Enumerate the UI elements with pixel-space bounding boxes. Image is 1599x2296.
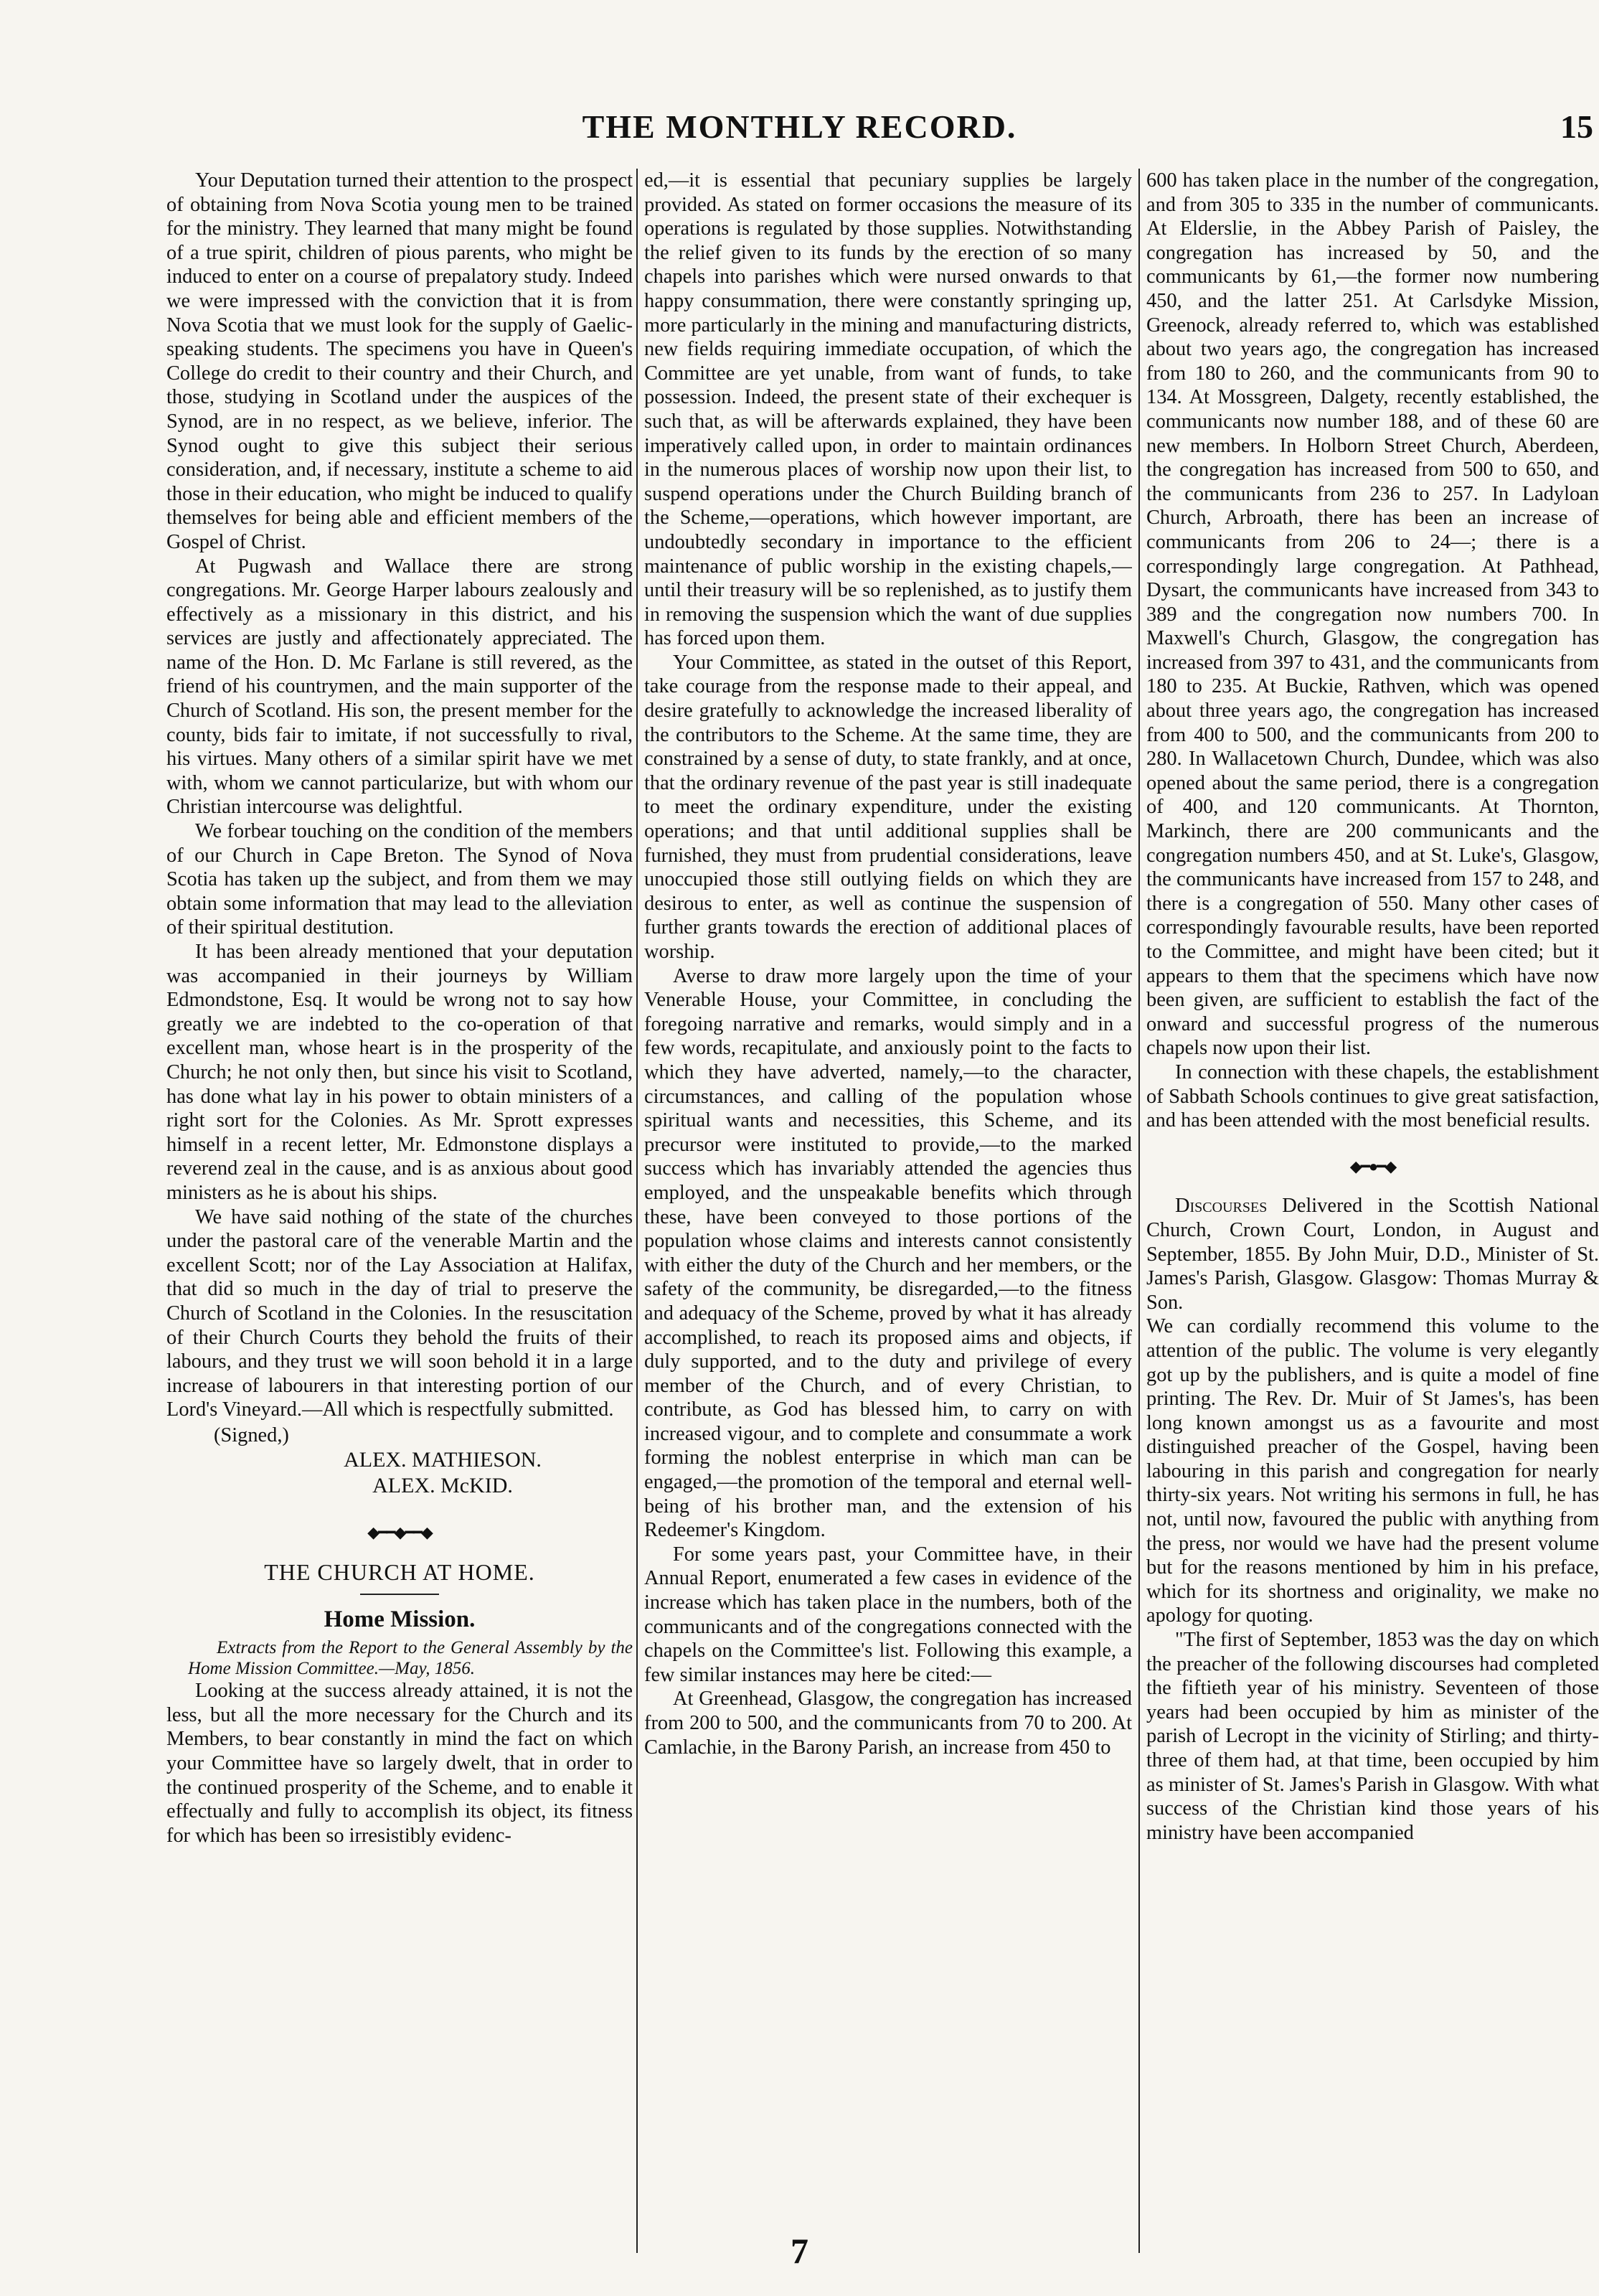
section-divider-ornament: ◆━━◆━━◆: [367, 1523, 432, 1542]
paragraph: Your Committee, as stated in the outset of this Report, take courage from the response made to their appeal, and desire gratefully to acknowledge the increased liberality of the contributors to the Scheme. At the same time, they are constrained by a sense of duty, to state frankly, and at once, that the ordinary revenue of the past year is still inadequate to meet the ordinary expenditure, under the existing operations; and that until additional supplies shall be furnished, they must from prudential considerations, leave unoccupied those still outlying fields on which they are desirous to enter, as well as continue the suspension of further grants towards the erection of additional places of worship.: [644, 651, 1132, 963]
signature-mark: 7: [791, 2231, 808, 2271]
section-divider-ornament: ◆━●━◆: [1349, 1157, 1396, 1175]
paragraph: We have said nothing of the state of the churches under the pastoral care of the venerable Martin and the excellent Scott; nor of the Lay Association at Halifax, that did so much in the day of trial to preserve the Church of Scotland in the Colonies. In the resuscitation of their Church Courts they behold the fruits of their labours, and they trust we will soon behold it in a large increase of labourers in that interesting portion of our Lord's Vineyard.—All which is respectfully submitted.: [166, 1205, 633, 1421]
review-label: Discourses: [1175, 1195, 1268, 1218]
column-right: [1146, 169, 1599, 2249]
paragraph: 600 has taken place in the number of the congregation, and from 305 to 335 in the number of communicants. At Elderslie, in the Abbey Parish of Paisley, the congregation has increased by 50, and the communicants by 61,—the former now numbering 450, and the latter 251. At Carlsdyke Mission, Greenock, already referred to, which was established about two years ago, the congregation has increased from 180 to 260, and the communicants from 90 to 134. At Mossgreen, Dalgety, recently established, the communicants now number 188, and of these 60 are new members. In Holborn Street Church, Aberdeen, the congregation has increased from 500 to 650, and the communicants from 236 to 257. In Ladyloan Church, Arbroath, there has been an increase of communicants from 206 to 24—; there is a correspondingly large congregation. At Pathhead, Dysart, the communicants have increased from 343 to 389 and the congregation now numbers 700. In Maxwell's Church, Glasgow, the congregation has increased from 397 to 431, and the communicants from 180 to 235. At Buckie, Rathven, which was opened about three years ago, the congregation has increased from 400 to 500, and the communicants from 200 to 280. In Wallacetown Church, Dundee, which was also opened about the same period, there is a congregation of 400, and 120 communicants. At Thornton, Markinch, there are 200 communicants and the congregation numbers 450, and at St. Luke's, Glasgow, the communicants have increased from 157 to 248, and there is a congregation of 550. Many other cases of correspondingly favourable results, have been reported to the Committee, and might have been cited; but it appears to them that the specimens which have now been given, are sufficient to establish the fact of the onward and successful progress of the numerous chapels now upon their list.: [1146, 169, 1599, 1060]
signed-label: (Signed,): [214, 1424, 289, 1446]
column-rule: [636, 169, 638, 2253]
paragraph: It has been already mentioned that your deputation was accompanied in their journeys by William Edmondstone, Esq. It would be wrong not to say how greatly we are indebted to the co-operation of that excellent man, whose heart is in the prosperity of the Church; he not only then, but since his visit to Scotland, has done what lay in his power to obtain ministers of a right sort for the Colonies. As Mr. Sprott expresses himself in a recent letter, Mr. Edmonstone displays a reverend zeal in the cause, and is as anxious about good ministers as he is about his ships.: [166, 941, 633, 1204]
page-number: 15: [1560, 108, 1593, 145]
paragraph: In connection with these chapels, the establishment of Sabbath Schools continues to give great satisfaction, and has been attended with the most beneficial results.: [1146, 1060, 1599, 1132]
signatory-name: ALEX. McKID.: [372, 1474, 513, 1498]
review-heading: [1146, 1194, 1599, 1314]
review-title: Delivered in the Scottish National Church, Crown Court, London, in August and September, 1855. By John Muir, D.D., Minister of St. James's Parish, Glasgow. Glasgow: Thomas Murray & Son.: [1146, 1195, 1599, 1314]
paragraph: Your Deputation turned their attention to the prospect of obtaining from Nova Scotia young men to be trained for the ministry. They learned that many might be found of a true spirit, children of pious parents, who might be induced to enter on a course of prepalatory study. Indeed we were impressed with the conviction that it is from Nova Scotia that we must look for the supply of Gaelic-speaking students. The specimens you have in Queen's College do credit to their country and their Church, and those, studying in Scotland under the auspices of the Synod, are in no respect, as we believe, inferior. The Synod ought to give this subject their serious consideration, and, if necessary, institute a scheme to aid those in their education, who might be induced to qualify themselves for being able and efficient members of the Gospel of Christ.: [166, 169, 633, 553]
short-rule: [360, 1594, 439, 1595]
extract-note: Extracts from the Report to the General Assembly by the Home Mission Committee.—May, 1856.: [188, 1638, 633, 1679]
paragraph: "The first of September, 1853 was the day on which the preacher of the following discourses had completed the fiftieth year of his ministry. Seventeen of those years had been occupied by him as minister of the parish of Lecropt in the vicinity of Stirling; and thirty-three of them had, at that time, been occupied by him as minister of St. James's Parish in Glasgow. With what success of the Christian kind those years of his ministry have been accompanied: [1146, 1629, 1599, 1844]
section-title: THE CHURCH AT HOME.: [264, 1559, 535, 1586]
paragraph: At Pugwash and Wallace there are strong congregations. Mr. George Harper labours zealously and effectively as a missionary in this district, and his services are justly and affectionately appreciated. The name of the Hon. D. Mc Farlane is still revered, as the friend of his countrymen, and the main supporter of the Church of Scotland. His son, the present member for the county, bids fair to imitate, if not successfully to rival, his virtues. Many others of a similar spirit have we met with, whom we cannot particularize, but with whom our Christian intercourse was delightful.: [166, 555, 633, 819]
column-middle: [644, 169, 1132, 2249]
paragraph: We can cordially recommend this volume to the attention of the public. The volume is very elegantly got up by the publishers, and is quite a model of fine printing. The Rev. Dr. Muir of St James's, has been long known amongst us as a favourite and most distinguished preacher of the Gospel, having been labouring in this parish and congregation for nearly thirty-six years. Not writing his sermons in full, he has not, until now, favoured the public with anything from the press, nor would we have had the present volume but for the reasons mentioned by him in his preface, which for its shortness and originality, we make no apology for quoting.: [1146, 1315, 1599, 1627]
page-header: [0, 108, 1599, 158]
signatory-name: ALEX. MATHIESON.: [344, 1448, 542, 1472]
paragraph: ed,—it is essential that pecuniary supplies be largely provided. As stated on former occasions the measure of its operations is regulated by those supplies. Notwithstanding the relief given to its funds by the erection of so many chapels into parishes which were nursed onwards to that happy consummation, there were constantly springing up, more particularly in the mining and manufacturing districts, new fields requiring immediate occupation, of which the Committee are yet unable, from want of funds, to take possession. Indeed, the present state of their exchequer is such that, as will be afterwards explained, they have been imperatively called upon, in order to maintain ordinances in the numerous places of worship now upon their list, to suspend operations under the Church Building branch of the Scheme,—operations, which however important, are undoubtedly secondary in importance to the efficient maintenance of public worship in the existing chapels,—until their treasury will be so replenished, as to justify them in removing the suspension which the want of due supplies has forced upon them.: [644, 169, 1132, 650]
running-title: THE MONTHLY RECORD.: [582, 108, 1017, 145]
paragraph: At Greenhead, Glasgow, the congregation has increased from 200 to 500, and the communicants from 70 to 200. At Camlachie, in the Barony Parish, an increase from 450 to: [644, 1688, 1132, 1759]
subsection-title: Home Mission.: [324, 1606, 476, 1632]
paragraph: Averse to draw more largely upon the time of your Venerable House, your Committee, in concluding the foregoing narrative and remarks, would simply and in a few words, recapitulate, and anxiously point to the facts to which they have adverted, namely,—to the character, circumstances, and calling of the population whose spiritual wants and necessities, this Scheme, and its precursor were instituted to provide,—to the marked success which has invariably attended the agencies thus employed, and the unspeakable benefits which through these, have been conveyed to those portions of the population whose claims and interests cannot consistently with either the duty of the Church and her members, or the safety of the community, be disregarded,—to the fitness and adequacy of the Scheme, proved by what it has already accomplished, to reach its proposed aims and objects, if duly supported, and to the duty and privilege of every member of the Church, and of every Christian, to contribute, as God has blessed him, to carry on with increased vigour, and to complete and consummate a work forming the noblest enterprise in which man can be engaged,—the promotion of the temporal and eternal well-being of his brother man, and the extension of his Redeemer's Kingdom.: [644, 964, 1132, 1542]
paragraph: Looking at the success already attained, it is not the less, but all the more necessary for the Church and its Members, to bear constantly in mind the fact on which your Committee have so largely dwelt, that in order to the continued prosperity of the Scheme, and to enable it effectually and fully to accomplish its object, its fitness for which has been so irresistibly evidenc-: [166, 1680, 633, 1847]
paragraph: We forbear touching on the condition of the members of our Church in Cape Breton. The Synod of Nova Scotia has taken up the subject, and from them we may obtain some information that may lead to the alleviation of their spiritual destitution.: [166, 820, 633, 939]
column-left: [166, 169, 633, 2249]
paragraph: For some years past, your Committee have, in their Annual Report, enumerated a few cases in evidence of the increase which has taken place in the numbers, both of the communicants and of the congregations connected with the chapels on the Committee's list. Following this example, a few similar instances may here be cited:—: [644, 1543, 1132, 1686]
column-rule: [1138, 169, 1140, 2253]
